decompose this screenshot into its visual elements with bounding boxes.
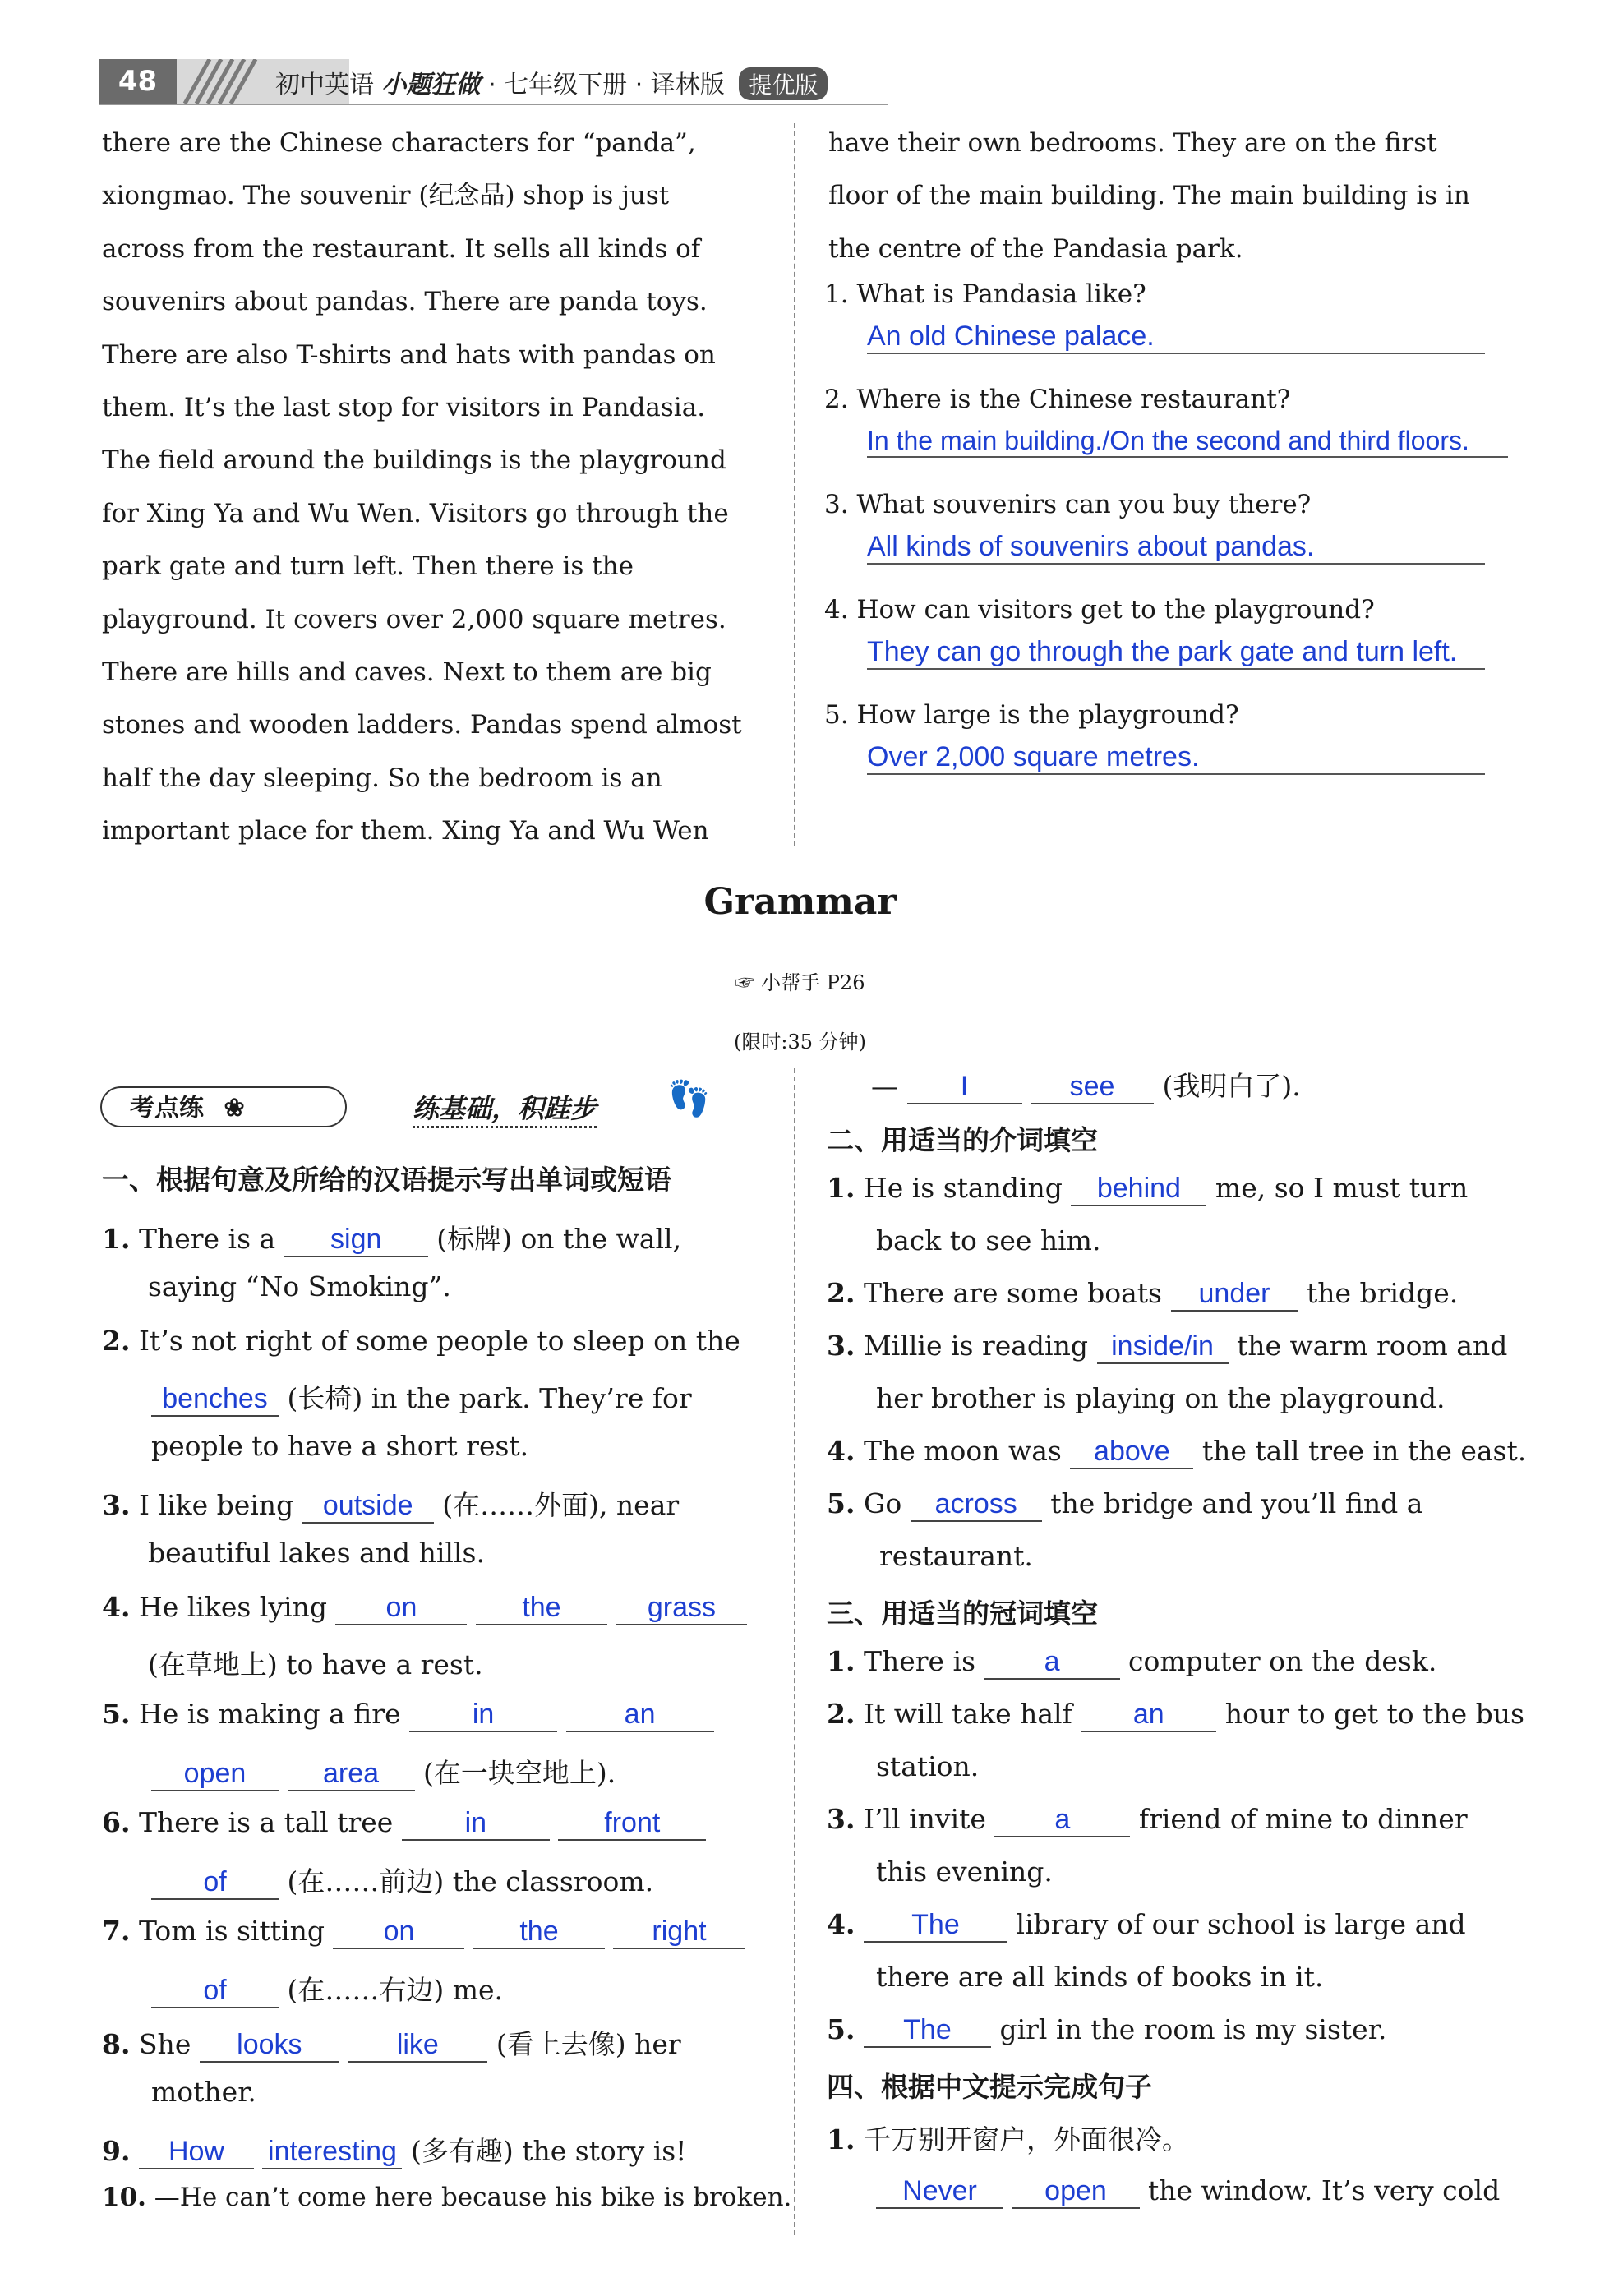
item-text: There is a — [138, 1223, 276, 1255]
header-title — [275, 64, 828, 100]
item-number: 5. — [102, 1698, 131, 1730]
answer-blank: looks — [200, 2028, 339, 2063]
answer-blank: an — [1081, 1698, 1216, 1732]
answer-blank: see — [1031, 1070, 1154, 1104]
item-text: (在……外面), near — [442, 1489, 680, 1521]
section-4-heading: 四、根据中文提示完成句子 — [827, 2071, 1152, 2103]
answer-blank: an — [566, 1698, 714, 1732]
exercise-item — [102, 1806, 706, 1841]
passage-line: stones and wooden ladders. Pandas spend almost — [102, 710, 742, 740]
exercise-item — [827, 2118, 1189, 2157]
exercise-item — [827, 1908, 1466, 1943]
answer-blank: sign — [284, 1223, 428, 1257]
item-continuation — [151, 1969, 503, 2008]
header-subject: 初中英语 — [275, 71, 374, 99]
item-continuation: mother. — [151, 2076, 256, 2108]
passage-line: souvenirs about pandas. There are panda toys. — [102, 287, 708, 317]
answer-blank: interesting — [262, 2135, 402, 2169]
item-number: 1. — [827, 2123, 855, 2155]
answer-blank: a — [984, 1645, 1120, 1680]
answer-blank: in — [409, 1698, 557, 1732]
section-title: Grammar — [703, 881, 897, 923]
column-divider — [794, 123, 795, 846]
item-number: 8. — [102, 2028, 131, 2060]
answer-blank: open — [151, 1757, 279, 1791]
exercise-item — [102, 1591, 747, 1625]
hand-pointer-icon: ☞ — [735, 971, 755, 994]
passage-right-column — [828, 117, 1502, 275]
answer-blank: in — [402, 1806, 550, 1841]
item-continuation: there are all kinds of books in it. — [876, 1961, 1324, 1993]
exercise-item — [102, 1484, 679, 1524]
item-text: (多有趣) the story is! — [410, 2135, 687, 2167]
exercise-item — [102, 1698, 714, 1732]
header-rule — [99, 104, 888, 105]
passage-line: half the day sleeping. So the bedroom is an — [102, 763, 662, 793]
item-text: He is making a fire — [138, 1698, 401, 1730]
question-number: 5. — [824, 700, 849, 730]
answer-line: All kinds of souvenirs about pandas. — [867, 531, 1485, 565]
footprints-icon: 👣 — [667, 1078, 711, 1118]
item-text: It’s not right of some people to sleep on the — [138, 1325, 740, 1357]
item-text: He is standing — [863, 1172, 1063, 1204]
exercise-item — [827, 1172, 1468, 1206]
item-continuation: this evening. — [876, 1856, 1053, 1888]
item-text: There are some boats — [863, 1277, 1162, 1309]
item-text: the tall tree in the east. — [1201, 1435, 1527, 1467]
answer-blank: grass — [616, 1591, 747, 1625]
passage-line: park gate and turn left. Then there is the — [102, 551, 634, 582]
answer-blank: like — [348, 2028, 487, 2063]
answer-blank: behind — [1071, 1172, 1206, 1206]
item-continuation: saying “No Smoking”. — [148, 1270, 451, 1302]
item-text: me, so I must turn — [1215, 1172, 1469, 1204]
passage-line: The field around the buildings is the playground — [102, 445, 726, 476]
item-number: 2. — [827, 1698, 855, 1730]
banner-label-text: 考点练 — [130, 1094, 204, 1123]
item-text: girl in the room is my sister. — [999, 2013, 1387, 2045]
question-text: How large is the playground? — [856, 700, 1239, 730]
item-number: 4. — [827, 1435, 855, 1467]
answer-blank: How — [139, 2135, 254, 2169]
helper-text: 小帮手 P26 — [761, 971, 865, 994]
item-number: 5. — [827, 1487, 855, 1519]
page-header — [99, 59, 879, 104]
question-text: Where is the Chinese restaurant? — [856, 385, 1291, 414]
answer-blank: under — [1171, 1277, 1298, 1312]
item-text: She — [138, 2028, 191, 2060]
section-2-heading: 二、用适当的介词填空 — [827, 1124, 1098, 1156]
header-grade: · 七年级下册 · 译林版 — [488, 71, 725, 99]
banner-label — [100, 1086, 347, 1127]
answer-blank: a — [994, 1803, 1130, 1837]
lotus-icon: ❀ — [224, 1094, 245, 1123]
item-text: The moon was — [863, 1435, 1062, 1467]
answer-blank: The — [864, 1908, 1007, 1943]
item-text: library of our school is large and — [1016, 1908, 1466, 1940]
helper-reference — [0, 966, 1600, 995]
question-list — [824, 279, 1506, 805]
item-text: Millie is reading — [863, 1330, 1088, 1362]
answer-blank: benches — [151, 1382, 279, 1417]
exercise-banner — [100, 1078, 774, 1131]
question-item — [824, 279, 1506, 385]
question-text: What is Pandasia like? — [856, 279, 1146, 309]
passage-line: floor of the main building. The main building is in — [828, 181, 1470, 211]
item-number: 2. — [102, 1325, 131, 1357]
answer-blank: right — [613, 1915, 745, 1949]
item-text: the bridge and you’ll find a — [1050, 1487, 1423, 1519]
answer-blank: on — [333, 1915, 464, 1949]
exercise-item — [102, 2023, 681, 2063]
item-number: 4. — [827, 1908, 855, 1940]
exercise-item — [102, 2183, 791, 2212]
item-text: (看上去像) her — [496, 2028, 681, 2060]
item-text: friend of mine to dinner — [1138, 1803, 1468, 1835]
section-1-heading: 一、根据句意及所给的汉语提示写出单词或短语 — [102, 1164, 671, 1196]
item-text: It will take half — [863, 1698, 1072, 1730]
item-number: 2. — [827, 1277, 855, 1309]
exercise-item — [102, 2130, 686, 2169]
answer-blank: inside/in — [1097, 1330, 1229, 1364]
answer-blank: the — [476, 1591, 607, 1625]
item-text: He likes lying — [138, 1591, 327, 1623]
item-number: 6. — [102, 1806, 131, 1838]
item-text: Tom is sitting — [138, 1915, 325, 1947]
item-number: 9. — [102, 2135, 131, 2167]
item-number: 10. — [102, 2183, 146, 2212]
item-continuation: beautiful lakes and hills. — [148, 1537, 485, 1569]
section-3-heading: 三、用适当的冠词填空 — [827, 1598, 1098, 1630]
exercise-item — [102, 1325, 740, 1357]
item-continuation: (在草地上) to have a rest. — [148, 1648, 483, 1681]
item-text: (长椅) in the park. They’re for — [287, 1382, 692, 1414]
item-text: I’ll invite — [863, 1803, 986, 1835]
answer-blank: the — [473, 1915, 605, 1949]
header-brand: 小题狂做 — [381, 71, 481, 99]
item-number: 3. — [102, 1489, 131, 1521]
item-number: 5. — [827, 2013, 855, 2045]
question-item — [824, 490, 1506, 595]
answer-blank: outside — [302, 1489, 434, 1524]
item-text: I like being — [138, 1489, 294, 1521]
item-continuation — [151, 1752, 616, 1791]
answer-blank: area — [288, 1757, 415, 1791]
exercise-item — [827, 1645, 1436, 1680]
item-text: —He can’t come here because his bike is broken. — [154, 2183, 792, 2212]
question-text: How can visitors get to the playground? — [856, 595, 1375, 625]
item-continuation: people to have a short rest. — [151, 1430, 529, 1462]
passage-line: There are hills and caves. Next to them are big — [102, 657, 712, 688]
exercise-item — [827, 1330, 1507, 1364]
passage-line: there are the Chinese characters for “panda”, — [102, 128, 696, 158]
item-number: 3. — [827, 1330, 855, 1362]
exercise-item — [827, 1487, 1422, 1522]
item-text: the bridge. — [1307, 1277, 1459, 1309]
item-number: 3. — [827, 1803, 855, 1835]
answer-blank: of — [151, 1865, 279, 1900]
exercise-item — [827, 1698, 1524, 1732]
question-number: 1. — [824, 279, 849, 309]
answer-blank: I — [907, 1070, 1022, 1104]
answer-line: They can go through the park gate and turn left. — [867, 636, 1485, 670]
item-continuation — [151, 1860, 653, 1900]
answer-line: Over 2,000 square metres. — [867, 741, 1485, 775]
question-number: 3. — [824, 490, 849, 519]
exercise-item — [827, 1803, 1468, 1837]
page-number: 48 — [99, 59, 177, 104]
passage-line: for Xing Ya and Wu Wen. Visitors go through the — [102, 498, 729, 528]
question-item — [824, 595, 1506, 700]
exercise-item — [827, 2013, 1386, 2048]
answer-line: An old Chinese palace. — [867, 320, 1485, 354]
exercise-item — [827, 1435, 1526, 1469]
question-number: 2. — [824, 385, 849, 414]
passage-line: them. It’s the last stop for visitors in Pandasia. — [102, 393, 706, 423]
question-text: What souvenirs can you buy there? — [856, 490, 1312, 519]
passage-line: xiongmao. The souvenir (纪念品) shop is just — [102, 181, 670, 211]
item-text: (在一块空地上). — [423, 1757, 616, 1789]
exercise-item — [102, 1218, 681, 1257]
exercise-item — [827, 1277, 1458, 1312]
item-number: 1. — [827, 1172, 855, 1204]
answer-blank: front — [558, 1806, 706, 1841]
item-text: Go — [863, 1487, 902, 1519]
item-number: 4. — [102, 1591, 131, 1623]
answer-blank: open — [1012, 2174, 1140, 2209]
answer-blank: of — [151, 1974, 279, 2008]
passage-line: playground. It covers over 2,000 square metres. — [102, 604, 726, 634]
passage-line: have their own bedrooms. They are on the first — [828, 128, 1437, 158]
item-text: the window. It’s very cold — [1148, 2174, 1501, 2206]
answer-blank: The — [864, 2013, 991, 2048]
passage-line: the centre of the Pandasia park. — [828, 233, 1243, 264]
item-continuation — [151, 1377, 692, 1417]
item-continuation — [876, 2174, 1500, 2209]
item-text: There is a tall tree — [138, 1806, 394, 1838]
item-continuation: station. — [876, 1750, 980, 1782]
item-text: 千万别开窗户，外面很冷。 — [863, 2123, 1189, 2155]
exercise-item — [102, 1915, 745, 1949]
answer-blank: above — [1070, 1435, 1193, 1469]
answer-blank: across — [911, 1487, 1042, 1522]
time-limit: (限时:35 分钟) — [734, 1030, 866, 1053]
column-divider-lower — [794, 1068, 795, 2235]
edition-badge: 提优版 — [739, 67, 828, 100]
item-continuation: back to see him. — [876, 1224, 1101, 1256]
item-text: — — [871, 1070, 898, 1102]
item-number: 7. — [102, 1915, 131, 1947]
item-continuation — [871, 1065, 1301, 1104]
item-text: There is — [863, 1645, 976, 1677]
banner-slogan: 练基础，积跬步 — [413, 1088, 597, 1128]
item-text: hour to get to the bus — [1224, 1698, 1524, 1730]
answer-blank: on — [335, 1591, 467, 1625]
item-number: 1. — [102, 1223, 131, 1255]
item-continuation: restaurant. — [879, 1540, 1033, 1572]
passage-line: important place for them. Xing Ya and Wu Wen — [102, 816, 709, 846]
item-text: (我明白了). — [1162, 1070, 1301, 1102]
item-text: computer on the desk. — [1128, 1645, 1437, 1677]
item-text: (在……前边) the classroom. — [287, 1865, 654, 1897]
question-item — [824, 700, 1506, 805]
answer-blank: Never — [876, 2174, 1003, 2209]
item-text: (在……右边) me. — [287, 1974, 504, 2006]
passage-line: There are also T-shirts and hats with pandas on — [102, 339, 716, 370]
passage-left-column — [102, 117, 768, 858]
item-text: the warm room and — [1237, 1330, 1508, 1362]
item-number: 1. — [827, 1645, 855, 1677]
answer-line: In the main building./On the second and third floors. — [867, 426, 1508, 458]
passage-line: across from the restaurant. It sells all kinds of — [102, 233, 701, 264]
item-text: (标牌) on the wall, — [436, 1223, 682, 1255]
question-number: 4. — [824, 595, 849, 625]
question-item — [824, 385, 1506, 490]
item-continuation: her brother is playing on the playground. — [876, 1382, 1446, 1414]
